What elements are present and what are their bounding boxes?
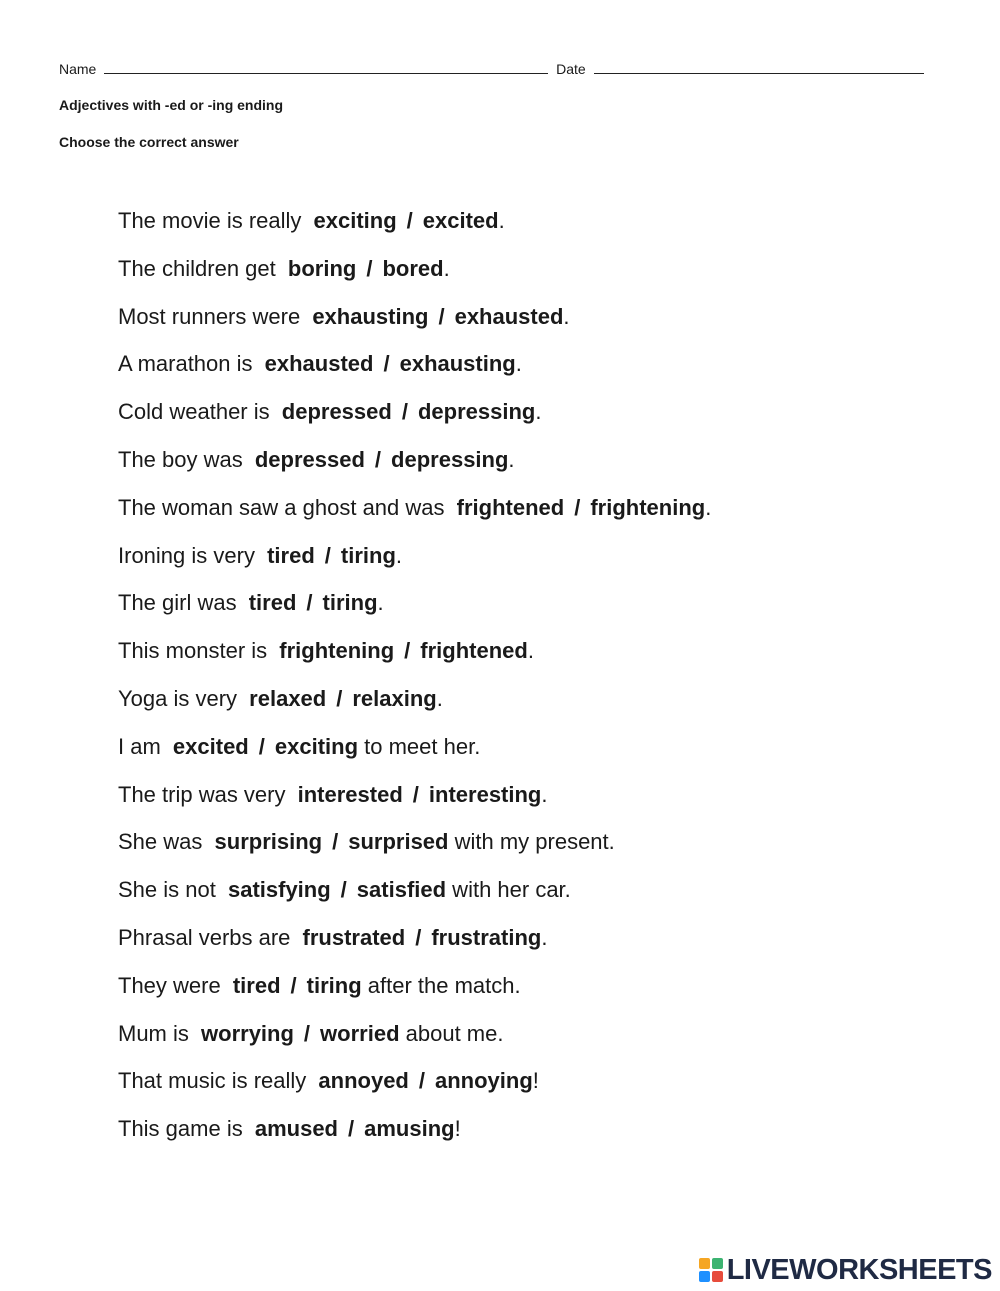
question-row: [118, 872, 711, 920]
question-ending: .: [535, 399, 542, 425]
question-text: A marathon is: [118, 351, 253, 377]
answer-option-a[interactable]: worrying: [201, 1020, 294, 1046]
question-text: She is not: [118, 877, 216, 903]
answer-option-b[interactable]: interesting: [428, 781, 542, 807]
option-separator: /: [324, 542, 331, 568]
question-text: The trip was very: [118, 781, 286, 807]
question-ending: .: [563, 303, 570, 329]
question-list: [118, 203, 711, 1159]
answer-option-b[interactable]: annoying: [435, 1068, 533, 1094]
answer-option-a[interactable]: exhausting: [312, 303, 429, 329]
question-row: [118, 1063, 711, 1111]
question-ending: .: [377, 590, 384, 616]
liveworksheets-logo: [699, 1253, 992, 1287]
question-text: Yoga is very: [118, 685, 238, 711]
question-text: I am: [118, 733, 161, 759]
question-row: [118, 585, 711, 633]
question-row: [118, 299, 711, 347]
question-text: They were: [118, 972, 221, 998]
option-separator: /: [574, 494, 581, 520]
question-ending: .: [443, 255, 450, 281]
answer-option-b[interactable]: tiring: [306, 972, 362, 998]
question-text: Ironing is very: [118, 542, 255, 568]
question-text: The girl was: [118, 590, 237, 616]
question-text: The movie is really: [118, 208, 302, 233]
question-ending: .: [541, 924, 548, 950]
option-separator: /: [406, 208, 413, 233]
answer-option-a[interactable]: relaxed: [249, 685, 327, 711]
question-ending: .: [395, 542, 403, 568]
answer-option-a[interactable]: annoyed: [318, 1068, 409, 1094]
answer-option-b[interactable]: surprised: [348, 829, 449, 855]
question-text: Cold weather is: [118, 399, 270, 425]
answer-option-a[interactable]: tired: [232, 972, 281, 998]
answer-option-a[interactable]: surprising: [214, 829, 323, 855]
answer-option-b[interactable]: exhausting: [399, 351, 516, 377]
question-text: This monster is: [118, 638, 268, 664]
option-separator: /: [303, 1020, 311, 1046]
answer-option-b[interactable]: frightened: [420, 638, 528, 664]
option-separator: /: [374, 446, 382, 472]
answer-option-b[interactable]: amusing: [364, 1116, 455, 1142]
name-label: Name: [59, 61, 97, 77]
header-line: [59, 60, 924, 77]
question-row: [118, 633, 711, 681]
answer-option-b[interactable]: depressing: [391, 446, 509, 472]
question-row: [118, 824, 711, 872]
option-separator: /: [348, 1116, 355, 1142]
answer-option-b[interactable]: frustrating: [431, 924, 542, 950]
answer-option-b[interactable]: tiring: [340, 542, 396, 568]
answer-option-a[interactable]: exhausted: [264, 351, 374, 377]
question-text: This game is: [118, 1116, 243, 1142]
answer-option-b[interactable]: relaxing: [352, 685, 437, 711]
answer-option-a[interactable]: satisfying: [227, 877, 331, 903]
name-field[interactable]: [104, 60, 548, 74]
question-ending: .: [498, 208, 505, 233]
answer-option-a[interactable]: boring: [287, 255, 357, 281]
question-ending: after the match.: [361, 972, 521, 998]
question-row: [118, 538, 711, 586]
question-ending: !: [454, 1116, 461, 1142]
question-text: The children get: [118, 255, 276, 281]
logo-mark-icon: [699, 1258, 723, 1282]
question-ending: .: [508, 446, 515, 472]
question-ending: with my present.: [448, 829, 615, 855]
option-separator: /: [336, 685, 343, 711]
question-ending: .: [436, 685, 443, 711]
logo-text: LIVEWORKSHEETS: [726, 1253, 992, 1286]
question-ending: about me.: [399, 1020, 504, 1046]
question-row: [118, 777, 711, 825]
answer-option-b[interactable]: depressing: [417, 399, 536, 425]
option-separator: /: [401, 399, 408, 425]
worksheet-instruction: Choose the correct answer: [59, 134, 239, 150]
question-text: Most runners were: [118, 303, 301, 329]
answer-option-a[interactable]: frustrated: [302, 924, 406, 950]
question-ending: .: [541, 781, 548, 807]
option-separator: /: [415, 924, 422, 950]
option-separator: /: [290, 972, 297, 998]
answer-option-a[interactable]: frightened: [456, 494, 565, 520]
answer-option-a[interactable]: interested: [297, 781, 403, 807]
answer-option-a[interactable]: tired: [248, 590, 297, 616]
question-row: [118, 442, 711, 490]
question-text: The boy was: [118, 446, 243, 472]
answer-option-a[interactable]: depressed: [281, 399, 392, 425]
question-ending: .: [527, 638, 534, 664]
option-separator: /: [366, 255, 373, 281]
date-label: Date: [556, 61, 586, 77]
question-text: She was: [118, 829, 203, 855]
question-row: [118, 968, 711, 1016]
option-separator: /: [332, 829, 339, 855]
option-separator: /: [404, 638, 411, 664]
answer-option-a[interactable]: amused: [254, 1116, 338, 1142]
question-row: [118, 490, 711, 538]
answer-option-b[interactable]: satisfied: [356, 877, 447, 903]
option-separator: /: [383, 351, 390, 377]
question-row: [118, 729, 711, 777]
option-separator: /: [438, 303, 445, 329]
question-row: [118, 394, 711, 442]
answer-option-b[interactable]: exciting: [274, 733, 359, 759]
answer-option-a[interactable]: frightening: [279, 638, 395, 664]
date-field[interactable]: [594, 60, 924, 74]
question-ending: to meet her.: [358, 733, 481, 759]
answer-option-b[interactable]: bored: [382, 255, 444, 281]
answer-option-b[interactable]: excited: [422, 208, 499, 233]
option-separator: /: [306, 590, 313, 616]
question-row: [118, 681, 711, 729]
question-row: [118, 1111, 711, 1159]
question-row: [118, 346, 711, 394]
answer-option-a[interactable]: excited: [172, 733, 249, 759]
question-ending: !: [532, 1068, 539, 1094]
question-row: [118, 920, 711, 968]
question-row: [118, 251, 711, 299]
question-ending: .: [515, 351, 522, 377]
answer-option-b[interactable]: worried: [320, 1020, 400, 1046]
question-ending: with her car.: [446, 877, 571, 903]
question-text: Phrasal verbs are: [118, 924, 291, 950]
answer-option-b[interactable]: exhausted: [454, 303, 564, 329]
question-ending: .: [705, 494, 712, 520]
question-text: Mum is: [118, 1020, 189, 1046]
answer-option-b[interactable]: tiring: [322, 590, 378, 616]
answer-option-a[interactable]: depressed: [254, 446, 365, 472]
answer-option-b[interactable]: frightening: [590, 494, 706, 520]
question-text: The woman saw a ghost and was: [118, 494, 445, 520]
answer-option-a[interactable]: tired: [267, 542, 315, 568]
question-row: [118, 203, 711, 251]
option-separator: /: [340, 877, 347, 903]
option-separator: /: [412, 781, 419, 807]
option-separator: /: [258, 733, 265, 759]
question-text: That music is really: [118, 1068, 307, 1094]
answer-option-a[interactable]: exciting: [313, 208, 397, 233]
option-separator: /: [418, 1068, 425, 1094]
question-row: [118, 1016, 711, 1064]
worksheet-title: Adjectives with -ed or -ing ending: [59, 97, 284, 113]
